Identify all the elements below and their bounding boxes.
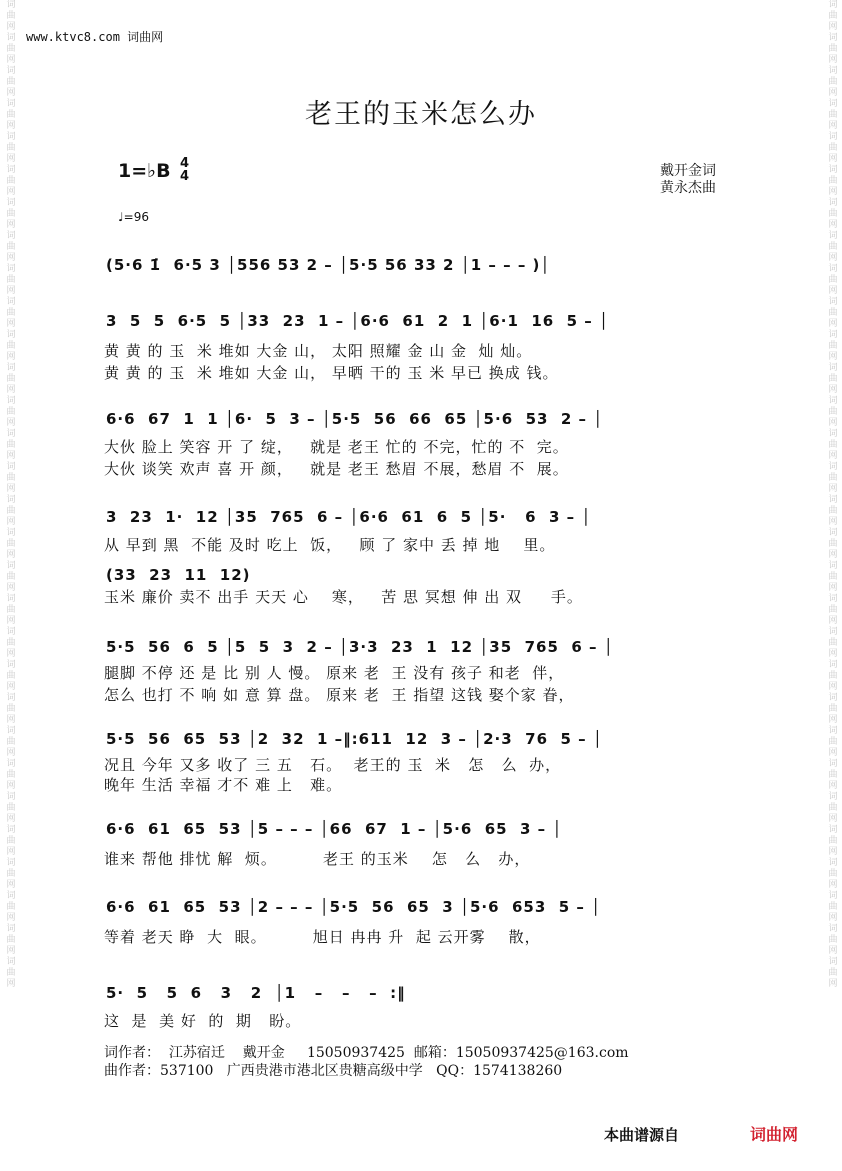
lyric-line: 腿脚 不停 还 是 比 别 人 慢。 原来 老 王 没有 孩子 和老 伴， bbox=[104, 664, 565, 682]
score-notes: (5·6 1̇ 6·5 3 │556 53 2 – │5·5 56 33 2 │1 – – – )│ bbox=[106, 256, 551, 274]
side-watermark-right: 词曲网词曲网词曲网词曲网词曲网词曲网词曲网词曲网词曲网词曲网词曲网词曲网词曲网词曲网词曲网词曲网词曲网词曲网词曲网词曲网词曲网词曲网词曲网词曲网词曲网词曲网词曲网词曲网词曲网词曲网 bbox=[828, 0, 838, 989]
lyric-line: 谁来 帮他 排忧 解 烦。 老王 的玉米 怎 么 办， bbox=[104, 850, 531, 868]
score-notes: 6·6 67 1 1 │6· 5 3 – │5·5 56 66 65 │5·6 53 2 – │ bbox=[106, 410, 604, 428]
lyricist-contact: 词作者： 江苏宿迁 戴开金 15050937425 邮箱：15050937425@163.com bbox=[104, 1045, 629, 1061]
lyric-line: 黄 黄 的 玉 米 堆如 大金 山， 太阳 照耀 金 山 金 灿 灿。 bbox=[104, 342, 533, 360]
lyric-line: 从 早到 黑 不能 及时 吃上 饭， 顾 了 家中 丢 掉 地 里。 bbox=[104, 536, 556, 554]
credits bbox=[660, 163, 716, 197]
score-notes: 6·6 61 65 53 │2 – – – │5·5 56 65 3 │5·6 653 5 – │ bbox=[106, 898, 602, 916]
score-notes: 3 5 5 6·5 5 │33 23 1 – │6·6 61 2 1 │6·1 16 5 – │ bbox=[106, 312, 610, 330]
key-signature: 1=♭B bbox=[118, 160, 171, 182]
lyric-line: 等着 老天 睁 大 眼。 旭日 冉冉 升 起 云开雾 散， bbox=[104, 928, 541, 946]
time-signature bbox=[180, 157, 189, 183]
lyric-line: 大伙 脸上 笑容 开 了 绽， 就是 老王 忙的 不完，忙的 不 完。 bbox=[104, 438, 569, 456]
time-top: 4 bbox=[180, 156, 190, 171]
composer-contact: 曲作者：537100 广西贵港市港北区贵糖高级中学 QQ：1574138260 bbox=[104, 1063, 563, 1079]
score-notes: 6·6 61 65 53 │5 – – – │66 67 1 – │5·6 65 3 – │ bbox=[106, 820, 563, 838]
interlude-notes: (33 23 11 12) bbox=[106, 566, 251, 584]
lyric-line: 晚年 生活 幸福 才不 难 上 难。 bbox=[104, 776, 343, 794]
tempo-marking: ♩=96 bbox=[118, 210, 149, 224]
time-bottom: 4 bbox=[180, 169, 190, 184]
lyric-line: 玉米 廉价 卖不 出手 天天 心 寒， 苦 思 冥想 伸 出 双 手。 bbox=[104, 588, 583, 606]
score-notes: 5· 5 5 6 3 2 │1 – – – :‖ bbox=[106, 984, 406, 1002]
score-notes: 5·5 56 6 5 │5 5 3 2 – │3·3 23 1 12 │35 765 6 – │ bbox=[106, 638, 614, 656]
composer: 黄永杰曲 bbox=[660, 180, 716, 196]
site-url[interactable]: www.ktvc8.com 词曲网 bbox=[26, 30, 164, 44]
lyricist: 戴开金词 bbox=[660, 163, 716, 179]
lyric-line: 这 是 美 好 的 期 盼。 bbox=[104, 1012, 302, 1030]
lyric-line: 怎么 也打 不 响 如 意 算 盘。 原来 老 王 指望 这钱 娶个家 眷， bbox=[104, 686, 575, 704]
lyric-line: 大伙 谈笑 欢声 喜 开 颜， 就是 老王 愁眉 不展，愁眉 不 展。 bbox=[104, 460, 569, 478]
score-notes: 5·5 56 65 53 │2 32 1 –‖:611 12 3 – │2·3 76 5 – │ bbox=[106, 730, 603, 748]
brand-logo[interactable]: 词曲网 bbox=[750, 1125, 799, 1144]
source-label: 本曲谱源自 bbox=[604, 1126, 680, 1144]
side-watermark-left: 词曲网词曲网词曲网词曲网词曲网词曲网词曲网词曲网词曲网词曲网词曲网词曲网词曲网词曲网词曲网词曲网词曲网词曲网词曲网词曲网词曲网词曲网词曲网词曲网词曲网词曲网词曲网词曲网词曲网词曲网 bbox=[6, 0, 16, 989]
lyric-line: 况且 今年 又多 收了 三 五 石。 老王的 玉 米 怎 么 办， bbox=[104, 756, 562, 774]
song-title: 老王的玉米怎么办 bbox=[305, 99, 537, 130]
lyric-line: 黄 黄 的 玉 米 堆如 大金 山， 早晒 干的 玉 米 早已 换成 钱。 bbox=[104, 364, 559, 382]
score-notes: 3 23 1· 12 │35 765 6 – │6·6 61 6 5 │5· 6 3 – │ bbox=[106, 508, 592, 526]
